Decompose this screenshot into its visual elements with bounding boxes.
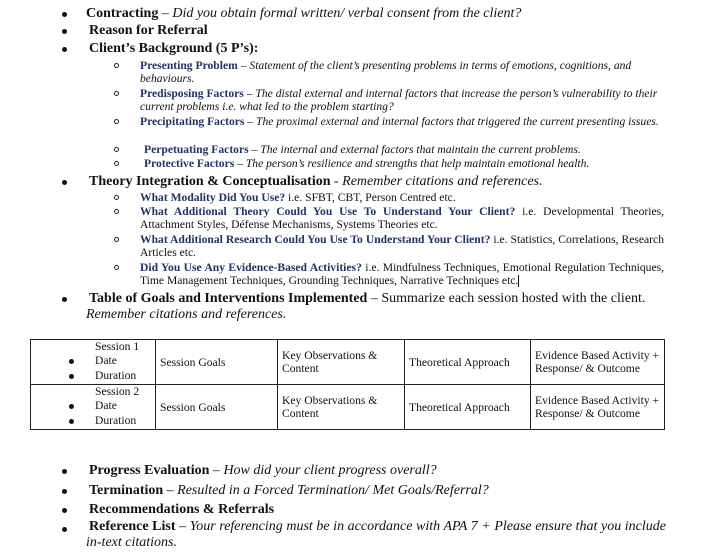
bullet-icon (69, 419, 74, 424)
session-goals-cell: Session Goals (156, 340, 278, 385)
circle-bullet-icon (114, 119, 119, 124)
evidence-cell: Evidence Based Activity + Response/ & Outcome (531, 340, 665, 385)
p-item-label: Predisposing Factors (140, 87, 244, 100)
background-item (89, 41, 258, 57)
circle-bullet-icon (114, 209, 119, 214)
approach-cell: Theoretical Approach (405, 385, 531, 430)
circle-bullet-icon (114, 63, 119, 68)
session-cell: Session 2 Date Duration (31, 385, 156, 430)
p-item-label: Precipitating Factors (140, 115, 245, 128)
bullet-icon (62, 180, 67, 185)
circle-bullet-icon (114, 237, 119, 242)
table-row (31, 340, 665, 385)
circle-bullet-icon (114, 147, 119, 152)
bullet-icon (62, 469, 67, 474)
progress-label: Progress Evaluation (89, 463, 210, 478)
table-row (31, 385, 665, 430)
p-item-label: Perpetuating Factors (144, 143, 249, 156)
reason-item (89, 23, 208, 39)
recommendations-label: Recommendations & Referrals (89, 502, 275, 517)
circle-bullet-icon (114, 265, 119, 270)
evidence-cell: Evidence Based Activity + Response/ & Outcome (531, 385, 665, 430)
session-goals-cell: Session Goals (156, 385, 278, 430)
p-item-precipitating: Precipitating Factors – The proximal external and internal factors that triggered the current presenting issues. (140, 115, 659, 128)
bullet-icon (62, 508, 67, 513)
theory-label: Theory Integration & Conceptualisation (89, 174, 331, 189)
theory-additional-research: What Additional Research Could You Use To Understand Your Client? i.e. Statistics, Correlations, Research Articles etc. (140, 233, 664, 259)
contracting-text: Did you obtain formal written/ verbal consent from the client? (172, 6, 522, 21)
reason-label: Reason for Referral (89, 23, 208, 38)
bullet-icon (62, 297, 67, 302)
circle-bullet-icon (114, 195, 119, 200)
bullet-icon (69, 374, 74, 379)
bullet-icon (62, 29, 67, 34)
p-item-label: Presenting Problem (140, 59, 238, 72)
p-item-protective: Protective Factors – The person’s resilience and strengths that help maintain emotional health. (144, 157, 590, 170)
bullet-icon (69, 404, 74, 409)
reference-item: Reference List – Your referencing must be in accordance with APA 7 + Please ensure that you include in-text citations. (86, 519, 667, 550)
reference-label: Reference List (89, 519, 176, 534)
background-label: Client’s Background (5 P’s): (89, 41, 259, 56)
observations-cell: Key Observations & Content (278, 340, 405, 385)
recommendations-item (89, 502, 274, 518)
theory-additional-theory: What Additional Theory Could You Use To Understand Your Client? i.e. Developmental Theories, Attachment Styles, Défense Mechanisms, Systems Theories etc. (140, 205, 665, 231)
table-goals-label: Table of Goals and Interventions Implemented (89, 291, 368, 306)
contracting-item: Contracting – Did you obtain formal written/ verbal consent from the client? (86, 6, 522, 21)
p-item-perpetuating: Perpetuating Factors – The internal and external factors that maintain the current problems. (144, 143, 581, 156)
approach-cell: Theoretical Approach (405, 340, 531, 385)
observations-cell: Key Observations & Content (278, 385, 405, 430)
circle-bullet-icon (114, 91, 119, 96)
contracting-label: Contracting (86, 6, 159, 21)
sessions-table (30, 339, 665, 430)
table-goals-item: Table of Goals and Interventions Implemented – Summarize each session hosted with the client. (89, 291, 646, 306)
theory-item: Theory Integration & Conceptualisation - Remember citations and references. (89, 174, 543, 189)
table-goals-note: Remember citations and references. (86, 307, 287, 322)
circle-bullet-icon (114, 161, 119, 166)
theory-evidence-activities: Did You Use Any Evidence-Based Activities? i.e. Mindfulness Techniques, Emotional Regulation Techniques, Time Management Techniques, Grounding Techniques, Narrative Techniques etc. (140, 261, 664, 287)
termination-label: Termination (89, 483, 164, 498)
p-item-label: Protective Factors (144, 157, 235, 170)
theory-modality: What Modality Did You Use? i.e. SFBT, CBT, Person Centred etc. (140, 191, 456, 204)
p-item-presenting: Presenting Problem – Statement of the client’s presenting problems in terms of emotions, cognitions, and behaviours. (140, 59, 632, 85)
p-item-predisposing: Predisposing Factors – The distal external and internal factors that increase the person’s vulnerability to their current problems i.e. what led to the problem starting? (140, 87, 658, 113)
termination-item: Termination – Resulted in a Forced Termination/ Met Goals/Referral? (89, 483, 489, 498)
bullet-icon (69, 359, 74, 364)
text-cursor (518, 275, 519, 287)
bullet-icon (62, 527, 67, 532)
bullet-icon (62, 12, 67, 17)
bullet-icon (62, 489, 67, 494)
session-cell: Session 1 Date Duration (31, 340, 156, 385)
bullet-icon (62, 47, 67, 52)
progress-item: Progress Evaluation – How did your client progress overall? (89, 463, 437, 478)
